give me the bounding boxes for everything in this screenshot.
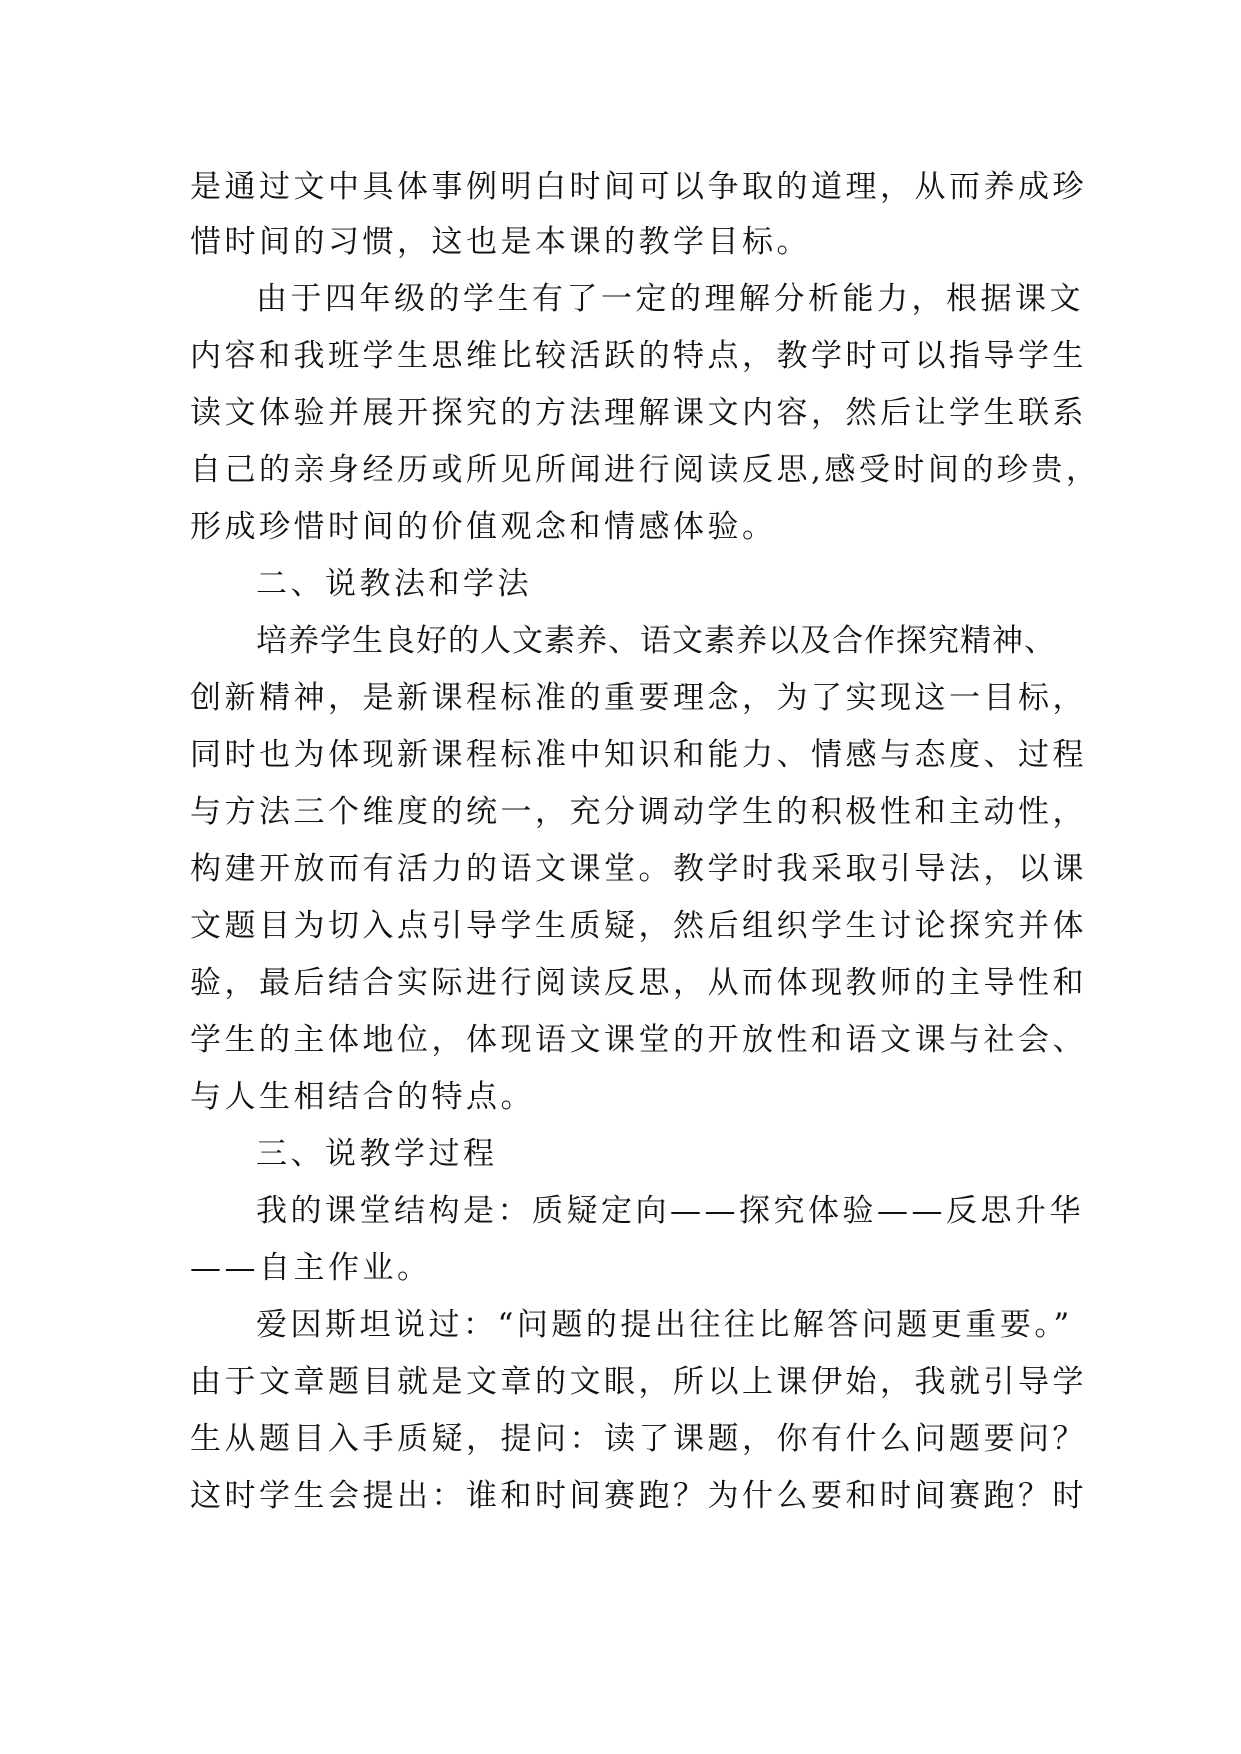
text-line: ——自主作业。 xyxy=(190,1250,432,1286)
text-line: 内容和我班学生思维比较活跃的特点，教学时可以指导学生 xyxy=(190,338,1087,374)
text-line: 这时学生会提出：谁和时间赛跑？为什么要和时间赛跑？时 xyxy=(190,1478,1087,1514)
section-heading: 三、说教学过程 xyxy=(256,1136,498,1172)
text-line: 惜时间的习惯，这也是本课的教学目标。 xyxy=(190,224,811,260)
text-line: 由于文章题目就是文章的文眼，所以上课伊始，我就引导学 xyxy=(190,1364,1087,1400)
text-line: 自己的亲身经历或所见所闻进行阅读反思,感受时间的珍贵， xyxy=(190,452,1101,488)
text-line: 与方法三个维度的统一，充分调动学生的积极性和主动性， xyxy=(190,794,1087,830)
paragraph-start-line: 爱因斯坦说过：“问题的提出往往比解答问题更重要。” xyxy=(256,1307,1073,1343)
text-line: 生从题目入手质疑，提问：读了课题，你有什么问题要问？ xyxy=(190,1421,1087,1457)
text-line: 创新精神，是新课程标准的重要理念，为了实现这一目标， xyxy=(190,680,1087,716)
text-line: 验，最后结合实际进行阅读反思，从而体现教师的主导性和 xyxy=(190,965,1087,1001)
text-line: 同时也为体现新课程标准中知识和能力、情感与态度、过程 xyxy=(190,737,1087,773)
paragraph-start-line: 培养学生良好的人文素养、语文素养以及合作探究精神、 xyxy=(256,623,1056,659)
text-line: 读文体验并展开探究的方法理解课文内容，然后让学生联系 xyxy=(190,395,1087,431)
section-heading: 二、说教法和学法 xyxy=(256,566,532,602)
text-line: 是通过文中具体事例明白时间可以争取的道理，从而养成珍 xyxy=(190,169,1087,205)
text-line: 形成珍惜时间的价值观念和情感体验。 xyxy=(190,509,777,545)
paragraph-start-line: 由于四年级的学生有了一定的理解分析能力，根据课文 xyxy=(256,281,1084,317)
text-line: 构建开放而有活力的语文课堂。教学时我采取引导法，以课 xyxy=(190,851,1087,887)
text-line: 文题目为切入点引导学生质疑，然后组织学生讨论探究并体 xyxy=(190,908,1087,944)
paragraph-start-line: 我的课堂结构是：质疑定向——探究体验——反思升华 xyxy=(256,1193,1084,1229)
text-line: 与人生相结合的特点。 xyxy=(190,1079,535,1115)
text-line: 学生的主体地位，体现语文课堂的开放性和语文课与社会、 xyxy=(190,1022,1087,1058)
